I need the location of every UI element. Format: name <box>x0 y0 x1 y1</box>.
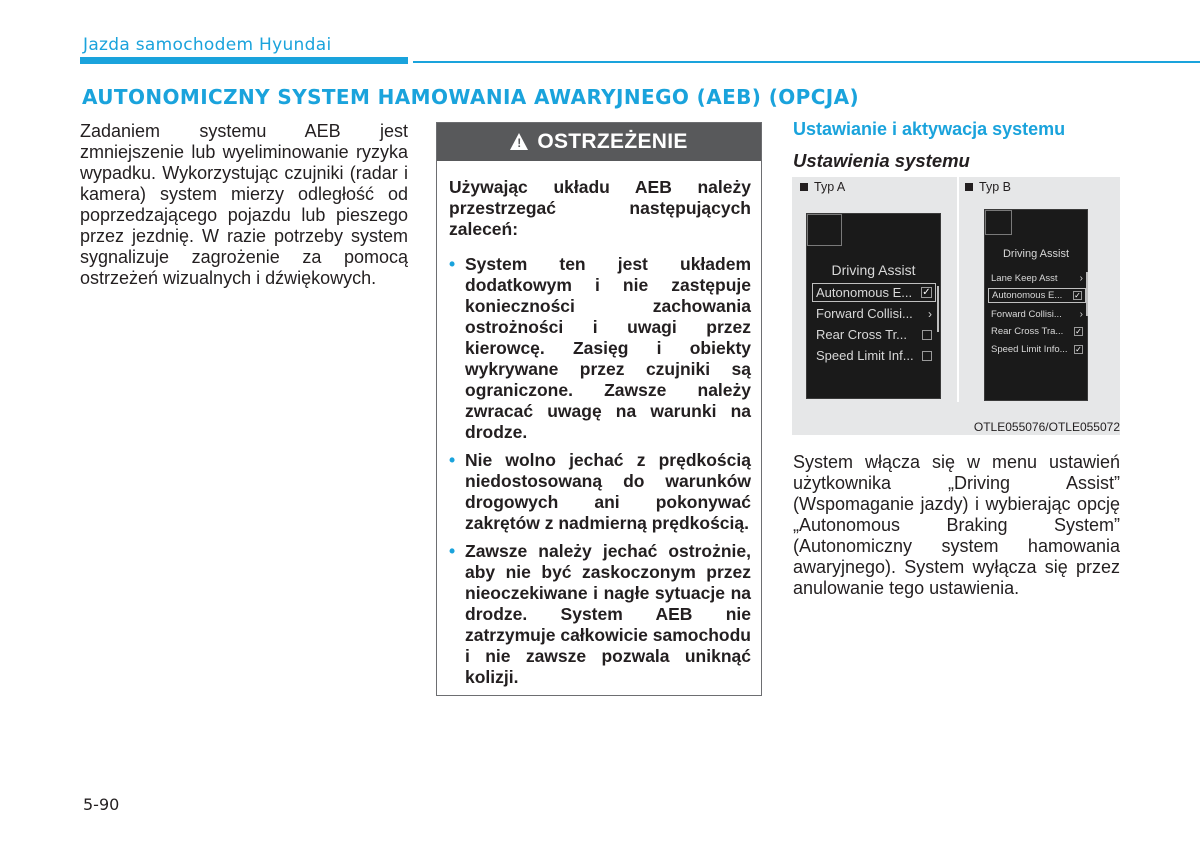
checkbox-checked-icon[interactable]: ✓ <box>922 287 931 298</box>
warning-item-text: Nie wolno jechać z prędkością niedostosowaną do warunków drogowych ani pokonywać zakrętów z nadmierną prędkością. <box>465 450 751 533</box>
figure-divider <box>957 177 959 402</box>
intro-paragraph: Zadaniem systemu AEB jest zmniejszenie lub wyeliminowanie ryzyka wypadku. Wykorzystując czujniki (radar i kamera) system mierzy odległość od poprzedzającego pojazdu lub pieszego przez jezdnię. W razie potrzeby system sygnalizuje zagrożenie za pomocą ostrzeżeń wizualnych i dźwiękowych. <box>80 121 408 288</box>
warning-item <box>449 541 751 688</box>
type-a-label <box>800 180 845 194</box>
checkbox-empty-icon[interactable] <box>922 351 932 361</box>
type-b-row[interactable] <box>988 306 1086 322</box>
settings-heading: Ustawianie i aktywacja systemu <box>793 119 1066 139</box>
warning-item-text: Zawsze należy jechać ostrożnie, aby nie być zaskoczonym przez nieoczekiwane i nagłe sytuacje na drodze. System AEB nie zatrzymuje całkowicie samochodu i nie zawsze pozwala uniknąć kolizji. <box>465 541 751 687</box>
checkbox-checked-icon[interactable]: ✓ <box>1074 291 1081 300</box>
warning-box <box>436 122 762 696</box>
page-header-section: Jazda samochodem Hyundai <box>83 35 332 55</box>
chevron-right-icon: › <box>1079 272 1083 284</box>
type-b-label <box>965 180 1011 194</box>
type-a-row-label: Rear Cross Tr... <box>816 327 908 342</box>
square-bullet-icon <box>965 183 973 191</box>
bullet-icon: • <box>449 541 456 561</box>
warning-heading: OSTRZEŻENIE <box>537 130 688 153</box>
warning-icon-mark: ! <box>517 135 522 150</box>
type-b-screen <box>984 209 1088 401</box>
settings-subheading: Ustawienia systemu <box>793 150 970 171</box>
type-a-row-label: Forward Collisi... <box>816 306 913 321</box>
screen-corner-frame <box>985 210 1012 235</box>
bullet-icon: • <box>449 254 456 274</box>
type-b-row-label: Speed Limit Info... <box>991 343 1068 355</box>
type-b-row[interactable] <box>988 288 1086 303</box>
settings-body: System włącza się w menu ustawień użytkownika „Driving Assist” (Wspomaganie jazdy) i wybierając opcję „Autonomous Braking System” (Autonomiczny system hamowania awaryjnego). System wyłącza się przez anulowanie tego ustawienia. <box>793 452 1120 598</box>
scrollbar[interactable] <box>937 286 939 332</box>
scrollbar[interactable] <box>1086 272 1088 316</box>
checkbox-empty-icon[interactable] <box>922 330 932 340</box>
figure-code: OTLE055076/OTLE055072 <box>973 420 1120 434</box>
square-bullet-icon <box>800 183 808 191</box>
type-a-row[interactable] <box>812 283 936 302</box>
type-a-row[interactable] <box>812 325 936 344</box>
screen-corner-frame <box>807 214 842 246</box>
type-b-row[interactable] <box>988 341 1086 357</box>
type-a-row[interactable] <box>812 304 936 323</box>
type-a-screen <box>806 213 941 399</box>
chevron-right-icon: › <box>928 306 932 321</box>
warning-item-text: System ten jest układem dodatkowym i nie zastępuje konieczności zachowania ostrożności i uwagi przez kierowcę. Zasięg i obiekty wykrywane przez czujniki są ograniczone. Zawsze należy zwracać uwagę na warunki na drodze. <box>465 254 751 442</box>
warning-intro: Używając układu AEB należy przestrzegać następujących zaleceń: <box>449 177 751 239</box>
type-b-row-label: Forward Collisi... <box>991 308 1062 320</box>
type-a-screen-title: Driving Assist <box>831 262 916 278</box>
type-b-row-label: Lane Keep Asst <box>991 272 1058 284</box>
type-b-label-text: Typ B <box>979 180 1011 194</box>
page-title: AUTONOMICZNY SYSTEM HAMOWANIA AWARYJNEGO (AEB) (OPCJA) <box>82 85 860 109</box>
type-b-screen-title: Driving Assist <box>1002 248 1070 260</box>
type-b-row[interactable] <box>988 270 1086 286</box>
type-a-row-label: Autonomous E... <box>816 285 913 300</box>
type-b-row-label: Autonomous E... <box>992 290 1063 301</box>
header-accent-bar <box>80 57 408 64</box>
warning-triangle-icon <box>510 133 528 150</box>
checkbox-checked-icon[interactable]: ✓ <box>1075 326 1082 336</box>
type-b-row-label: Rear Cross Tra... <box>991 325 1064 337</box>
page-number: 5-90 <box>83 795 120 814</box>
warning-item <box>449 450 751 534</box>
type-a-row-label: Speed Limit Inf... <box>816 348 914 363</box>
settings-figure <box>792 177 1120 435</box>
chevron-right-icon: › <box>1079 308 1083 320</box>
type-a-label-text: Typ A <box>814 180 846 194</box>
warning-list <box>449 254 751 688</box>
type-a-row[interactable] <box>812 346 936 365</box>
checkbox-checked-icon[interactable]: ✓ <box>1075 344 1082 354</box>
type-b-row[interactable] <box>988 323 1086 339</box>
warning-item <box>449 254 751 443</box>
header-rule <box>413 61 1200 63</box>
warning-header <box>437 123 761 161</box>
bullet-icon: • <box>449 450 456 470</box>
